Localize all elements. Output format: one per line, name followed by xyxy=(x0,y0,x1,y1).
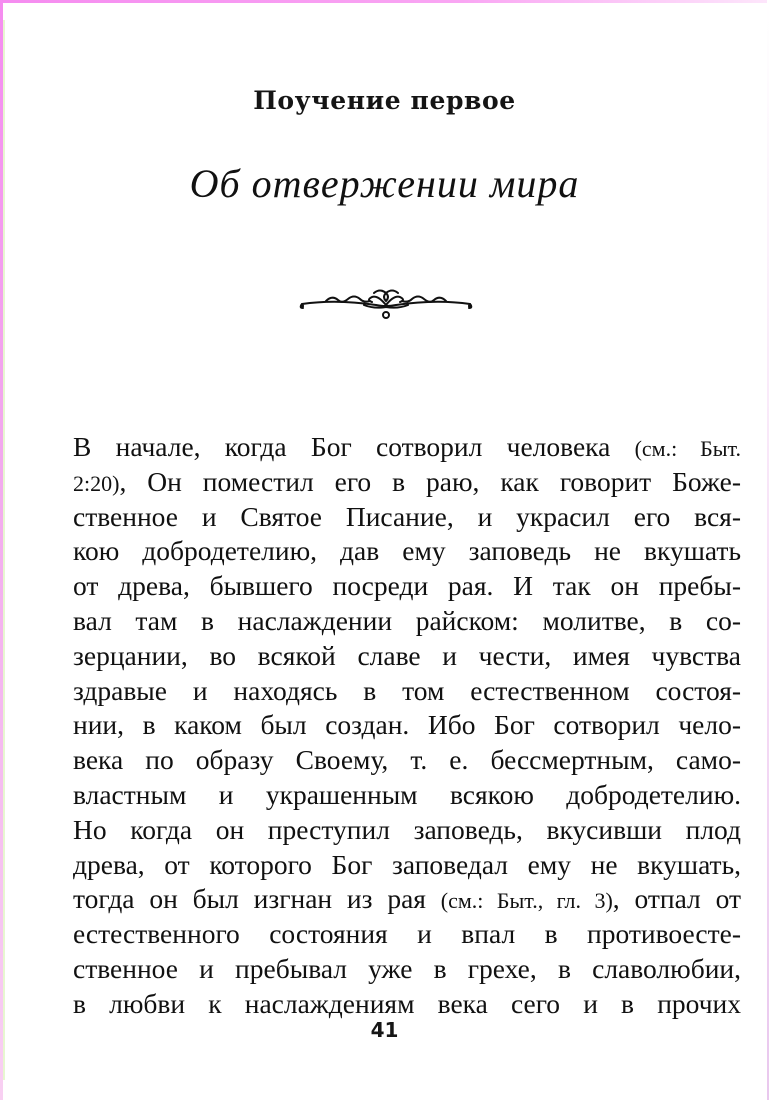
page-edge-top xyxy=(0,0,769,3)
scripture-reference: (см.: Быт., гл. 3) xyxy=(440,888,613,914)
text-line: нии, в каком был создан. Ибо Бог сотворил чело- xyxy=(73,709,741,741)
text-line: властным и украшенным всякою добродетелию. xyxy=(73,778,741,810)
text-line: от древа, бывшего посреди рая. И так он пребы- xyxy=(73,570,741,602)
chapter-title: Поучение первое xyxy=(253,86,516,115)
text-line: кою добродетелию, дав ему заповедь не вкушать xyxy=(73,535,741,567)
scripture-reference: 2:20) xyxy=(73,470,120,496)
text-line: зерцании, во всякой славе и чести, имея чувства xyxy=(73,639,741,671)
scripture-reference: (см.: Быт. xyxy=(634,436,741,461)
text-line: 2:20), Он поместил его в раю, как говорит Боже- xyxy=(73,465,741,497)
body-paragraph xyxy=(73,430,741,1022)
text-line: ственное и пребывал уже в грехе, в славолюбии, xyxy=(73,952,741,984)
text-line: здравые и находясь в том естественном состоя- xyxy=(73,674,741,706)
text-line: тогда он был изгнан из рая (см.: Быт., гл. 3), отпал от xyxy=(73,883,741,915)
text-line: вал там в наслаждении райском: молитве, в со- xyxy=(73,604,741,636)
text-line: века по образу Своему, т. е. бессмертным, само- xyxy=(73,744,741,776)
text-line: ственное и Святое Писание, и украсил его вся- xyxy=(73,500,741,532)
page-number: 41 xyxy=(370,1018,399,1042)
flourish-ornament-icon xyxy=(296,285,476,325)
text-line: древа, от которого Бог заповедал ему не вкушать, xyxy=(73,848,741,880)
text-line: в любви к наслаждениям века сего и в прочих xyxy=(73,987,741,1019)
text-line: Но когда он преступил заповедь, вкусивши плод xyxy=(73,813,741,845)
chapter-subtitle: Об отвержении мира xyxy=(189,161,580,206)
text-line: естественного состояния и впал в противоесте- xyxy=(73,918,741,950)
text-line: В начале, когда Бог сотворил человека (см.: Быт. xyxy=(73,431,741,462)
